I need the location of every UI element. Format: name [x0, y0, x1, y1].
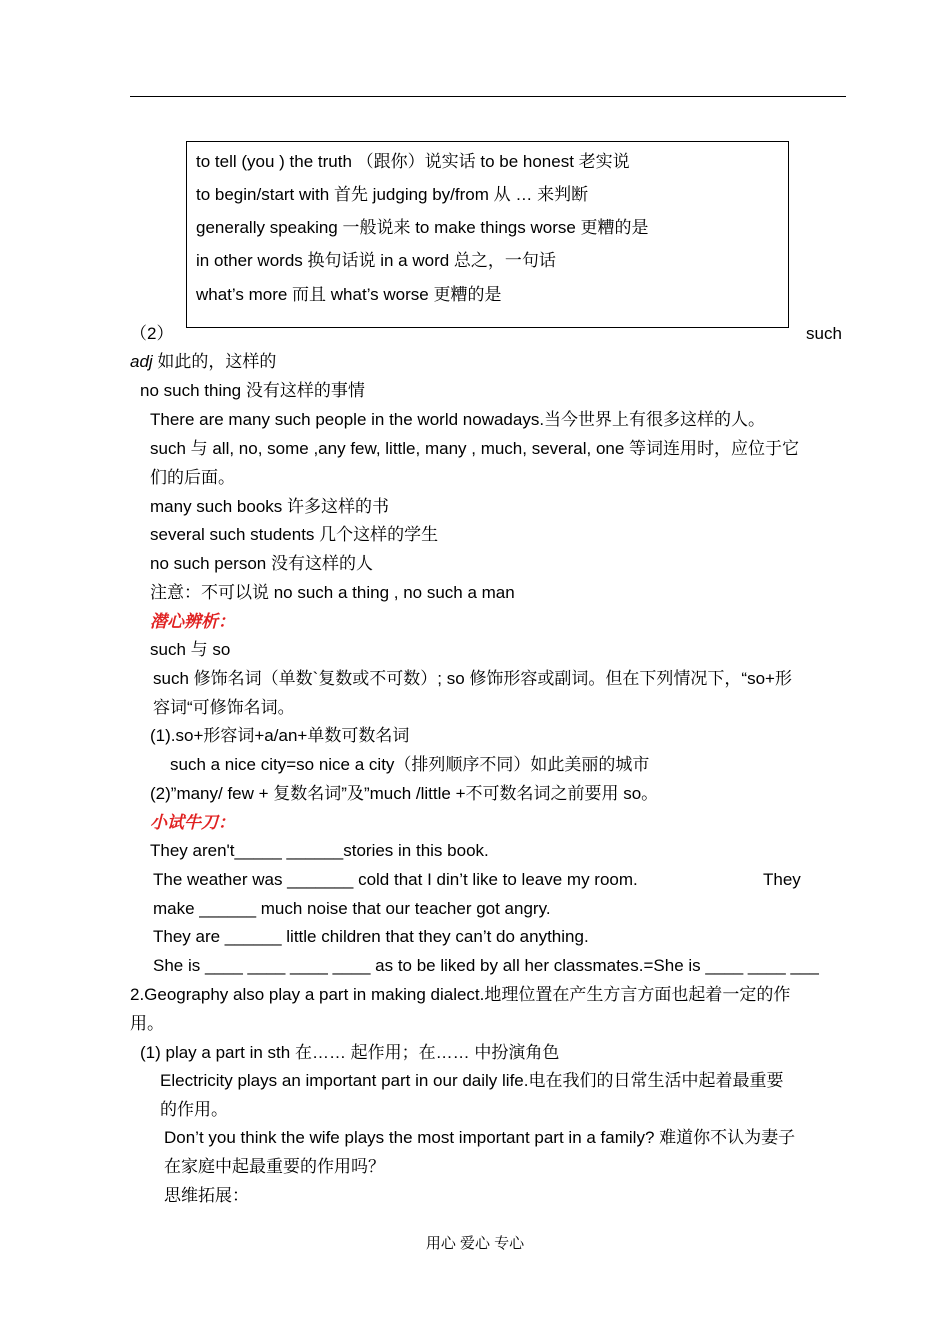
text-line: 的作用。: [160, 1100, 228, 1119]
header-rule: [130, 96, 846, 97]
text-line: (1) play a part in sth 在…… 起作用；在…… 中扮演角色: [140, 1043, 560, 1062]
section-number: （2）: [130, 324, 174, 343]
keyword: such: [806, 324, 842, 343]
text-line: (1).so+形容词+a/an+单数可数名词: [150, 726, 410, 745]
meaning: 如此的，这样的: [152, 352, 277, 371]
text-line: 在家庭中起最重要的作用吗？: [164, 1157, 385, 1176]
text-line: many such books 许多这样的书: [150, 497, 390, 516]
text-line: 注意：不可以说 no such a thing , no such a man: [150, 583, 515, 602]
exercise-line: They: [763, 870, 801, 889]
text-line: Electricity plays an important part in our daily life.电在我们的日常生活中起着最重要: [160, 1071, 784, 1090]
pos-label: adj: [130, 352, 153, 371]
text-line: such a nice city=so nice a city（排列顺序不同）如此美丽的城市: [170, 755, 650, 774]
box-line: to tell (you ) the truth （跟你）说实话 to be honest 老实说: [196, 152, 630, 171]
box-line: in other words 换句话说 in a word 总之，一句话: [196, 251, 556, 270]
text-line: no such person 没有这样的人: [150, 554, 373, 573]
text-line: 思维拓展：: [164, 1186, 249, 1205]
text-line: (2)”many/ few + 复数名词”及”much /little +不可数名词之前要用 so。: [150, 784, 659, 803]
text-line: 们的后面。: [150, 468, 235, 487]
text-line: such 修饰名词（单数`复数或不可数）; so 修饰形容或副词。但在下列情况下，“so+形: [153, 669, 792, 688]
text-line: Don’t you think the wife plays the most important part in a family? 难道你不认为妻子: [164, 1128, 796, 1147]
text-line: no such thing 没有这样的事情: [140, 381, 365, 400]
exercise-line: They are ______ little children that they can’t do anything.: [153, 927, 589, 946]
subheading: 潜心辨析：: [150, 612, 235, 631]
text-line: several such students 几个这样的学生: [150, 525, 439, 544]
page-footer: 用心 爱心 专心: [425, 1235, 525, 1252]
definition: [130, 352, 276, 372]
text-line: There are many such people in the world nowadays.当今世界上有很多这样的人。: [150, 410, 766, 429]
text-line: 2.Geography also play a part in making dialect.地理位置在产生方言方面也起着一定的作: [130, 985, 791, 1004]
box-line: what’s more 而且 what’s worse 更糟的是: [196, 285, 502, 304]
exercise-line: make ______ much noise that our teacher got angry.: [153, 899, 551, 918]
exercise-line: The weather was _______ cold that I din’t like to leave my room.: [153, 870, 638, 889]
text-line: such 与 so: [150, 640, 231, 659]
subheading: 小试牛刀：: [150, 813, 235, 832]
exercise-line: She is ____ ____ ____ ____ as to be liked by all her classmates.=She is ____ ____ ___: [153, 956, 819, 975]
text-line: 容词“可修饰名词。: [153, 698, 295, 717]
box-line: to begin/start with 首先 judging by/from 从 … 来判断: [196, 185, 589, 204]
text-line: such 与 all, no, some ,any few, little, many , much, several, one 等词连用时，应位于它: [150, 439, 800, 458]
text-line: 用。: [130, 1014, 164, 1033]
box-line: generally speaking 一般说来 to make things worse 更糟的是: [196, 218, 649, 237]
exercise-line: They aren't_____ ______stories in this book.: [150, 841, 489, 860]
